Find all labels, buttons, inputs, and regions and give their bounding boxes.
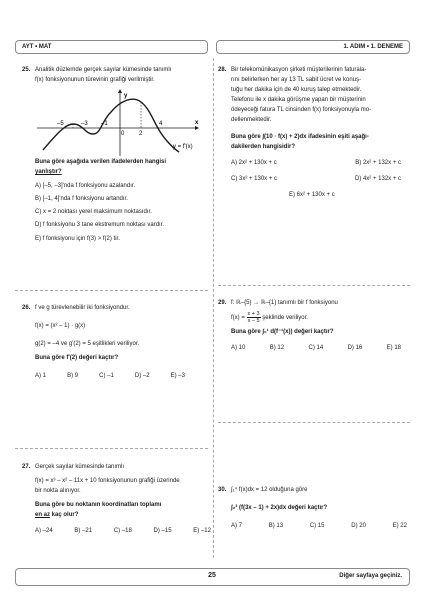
option-e[interactable]: E) 6x² + 130x + c [289,191,335,198]
question-prompt: Buna göre f'(2) değeri kaçtır? [35,355,119,362]
option-b[interactable]: B) 9 [67,373,79,380]
question-prompt: Buna göre ∫(10 · f(x) + 2)dx ifadesinin eşiti aşağı- [231,133,369,140]
option-e[interactable]: E) –12 [193,528,211,535]
option-d[interactable]: D) 4x² + 132x + c [354,175,401,182]
question-number: 29. [218,300,227,306]
question-text: g(2) = –4 ve g'(2) = 5 eşitlikleri veriliyor. [35,341,140,348]
question-text: bir nokta alınıyor. [35,488,81,495]
function-definition [231,311,410,324]
question-text: Bir telekomünikasyon şirketi müşterilerinin faturala- [231,67,367,73]
header-subject-label: AYT • MAT [22,43,52,50]
option-e[interactable]: E) 18 [386,345,401,352]
option-c[interactable]: C) 15 [309,523,325,530]
question-text: tuğu her dakika için de 40 kuruş talep etmektedir. [231,87,362,94]
question-prompt: ∫₂³ (f(3x – 1) + 2x)dx değeri kaçtır? [231,505,328,512]
option-c[interactable]: C) x = 2 noktası yerel maksimum noktasıdır. [35,209,152,216]
options-row [231,159,401,167]
question-prompt: yanlıştır? [35,169,62,176]
tick-label: –3 [81,121,88,127]
question-prompt: Buna göre bu noktanın koordinatları toplamı [35,502,162,509]
option-a[interactable]: A) 2x² + 130x + c [231,159,277,166]
option-d[interactable]: D) f fonksiyonu 3 tane ekstremum noktası vardır. [35,222,165,229]
header-exam [216,40,410,54]
option-d[interactable]: D) 16 [347,345,363,352]
options-row [231,344,401,352]
options-row [231,175,401,183]
question-27 [22,463,211,558]
x-axis-label: x [195,120,199,126]
function-prefix: f(x) = [231,315,245,322]
question-prompt: kaç olur? [50,512,79,519]
question-25 [22,66,208,281]
option-c[interactable]: C) –1 [99,373,114,380]
question-text: Analitik düzlemde gerçek sayılar kümesinde tanımlı [35,67,172,73]
tick-label: –5 [57,121,64,127]
options-row [231,191,410,199]
option-a[interactable]: A) –24 [35,528,53,535]
function-suffix: şeklinde veriliyor. [262,315,308,322]
column-divider [213,58,214,558]
options-row [35,372,185,380]
question-text: Telefonu ile x dakika görüşme yapan bir müşterinin [231,97,366,104]
question-equation: f(x) = x³ – x² – 11x + 10 fonksiyonunun grafiği üzerinde [35,478,180,485]
tick-label: 4 [159,121,163,127]
option-b[interactable]: B) [–1, 4]'nda f fonksiyonu artandır. [35,196,128,203]
header-subject [15,40,208,54]
curve-label: y = f'(x) [173,144,193,150]
row-divider-left-1 [15,290,208,291]
options-row [231,522,407,530]
page-number: 25 [208,572,216,579]
option-a[interactable]: A) 10 [231,345,246,352]
question-text: ödeyeceği fatura TL cinsinden f(x) fonksiyonuyla mo- [231,107,372,114]
question-text: dellenmektedir. [231,117,272,124]
question-given: ∫₁⁴ f(x)dx = 12 olduğuna göre [231,487,308,493]
question-26 [22,304,208,434]
option-e[interactable]: E) 22 [392,523,407,530]
fraction-denominator: x – 5 [247,318,260,325]
y-axis-arrow [118,89,122,93]
option-b[interactable]: B) 13 [268,523,284,530]
option-c[interactable]: C) 14 [308,345,324,352]
question-number: 26. [22,305,31,311]
option-c[interactable]: C) –18 [113,528,132,535]
option-b[interactable]: B) –21 [74,528,93,535]
function-fraction [247,311,261,324]
option-a[interactable]: A) 7 [231,523,243,530]
option-a[interactable]: A) 1 [35,373,47,380]
question-text: f: ℝ–{5} → ℝ–{1} tanımlı bir f fonksiyonu [231,300,338,306]
option-a[interactable]: A) [–5, –3]'nda f fonksiyonu azalandır. [35,183,136,190]
tick-label: –1 [101,121,108,127]
derivative-graph [35,88,205,158]
option-e[interactable]: E) f fonksiyonu için f(3) > f(2) tir. [35,235,120,242]
question-prompt: dakilerden hangisidir? [231,143,296,150]
question-prompt: Buna göre ∫₀¹ d(f⁻¹(x)) değeri kaçtır? [231,329,334,336]
header-exam-label: 1. ADIM • 1. DENEME [343,43,403,50]
option-d[interactable]: D) 20 [351,523,366,530]
question-text: f(x) fonksiyonunun türevinin grafiği verilmiştir. [35,77,155,84]
question-text: Gerçek sayılar kümesinde tanımlı [35,464,125,470]
question-number: 30. [218,487,227,493]
options-row [35,527,211,535]
question-28 [218,66,410,276]
y-axis-label: y [124,93,128,99]
option-d[interactable]: D) –2 [134,373,150,380]
emphasis-text: en az [35,512,51,519]
row-divider-right-2 [218,422,410,423]
row-divider-left-2 [15,448,208,449]
question-30 [218,486,410,556]
question-text: rını belirlerken her ay 13 TL sabit ücret ve konuş- [231,77,362,84]
question-number: 27. [22,464,31,470]
question-number: 25. [22,67,31,73]
option-e[interactable]: E) –3 [170,373,185,380]
row-divider-right-1 [218,285,410,286]
question-29 [218,299,410,409]
option-b[interactable]: B) 2x² + 132x + c [355,159,401,166]
tick-label: 2 [139,131,143,137]
question-prompt: Buna göre aşağıda verilen ifadelerden hangisi [35,159,167,165]
option-b[interactable]: B) 12 [269,345,285,352]
question-text: f ve g türevlenebilir iki fonksiyondur. [35,305,130,311]
option-c[interactable]: C) 3x² + 130x + c [231,175,278,182]
fraction-numerator: x + 3 [247,311,260,318]
x-axis-arrow [195,126,199,130]
next-page-note: Diğer sayfaya geçiniz. [339,573,402,579]
question-number: 28. [218,67,227,73]
option-d[interactable]: D) –15 [153,528,172,535]
tick-label: 0 [121,131,125,137]
question-equation: f(x) = (x² – 1) · g(x) [35,323,86,330]
